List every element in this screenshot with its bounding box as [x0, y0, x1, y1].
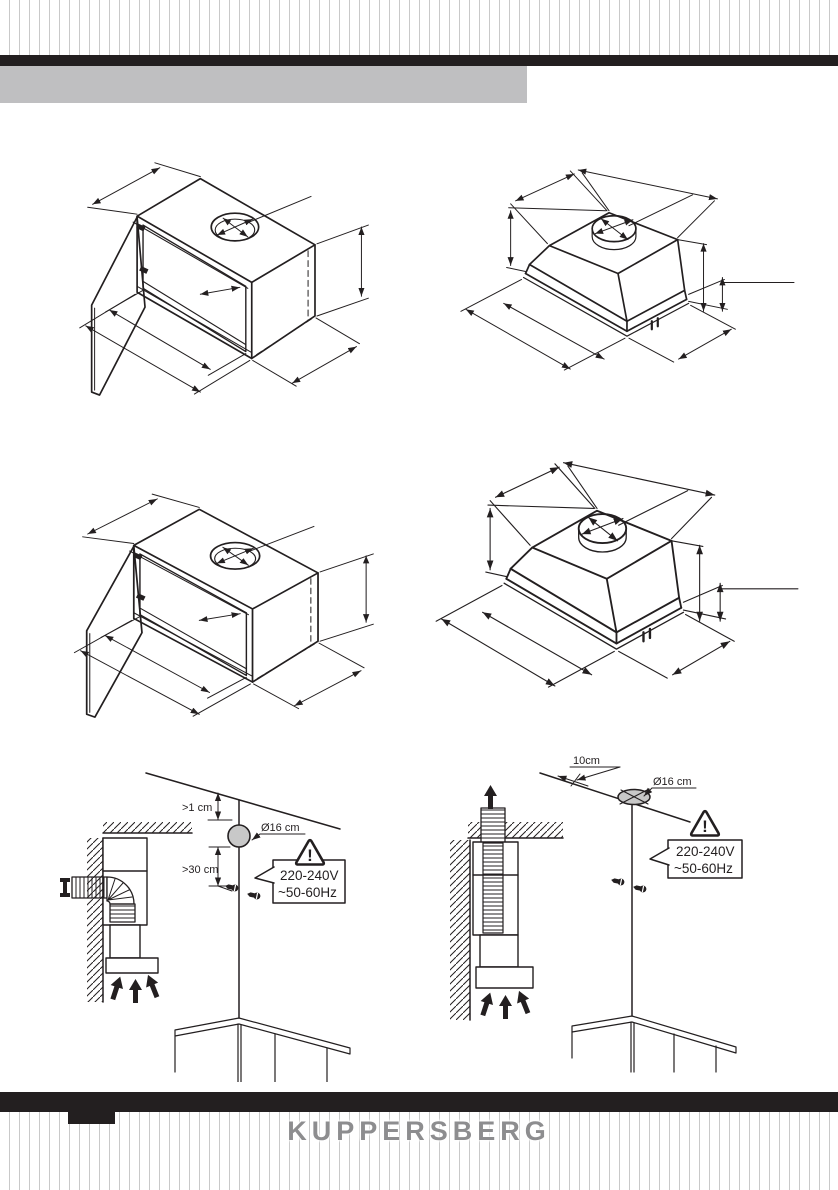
airflow-arrows: [477, 988, 534, 1019]
vent-hole: [228, 825, 250, 847]
exhaust-up-arrow: [484, 785, 497, 809]
cabinet-cutout-drawing-top: [62, 146, 398, 398]
ceiling-hatching: [468, 822, 481, 838]
top-black-bar: [0, 55, 838, 66]
ceiling-hatching: [505, 822, 563, 838]
power-voltage-label: 220-240V: [280, 868, 339, 883]
power-voltage-label: 220-240V: [676, 844, 735, 859]
warning-mark: !: [307, 846, 313, 865]
bottom-black-bar: [0, 1092, 838, 1112]
ceiling-offset-label: 10cm: [573, 755, 600, 767]
installation-diagram-rear-vent: [58, 752, 403, 1082]
ceiling-hatching: [103, 822, 192, 833]
ceiling-slope-line: [146, 773, 340, 829]
top-clearance-label: >1 cm: [182, 802, 213, 814]
installation-diagram-top-vent: [428, 740, 808, 1080]
ceiling-offset-dim: [558, 767, 620, 786]
warning-mark: !: [702, 817, 708, 836]
airflow-arrows: [107, 972, 163, 1003]
screw-icon: [246, 891, 261, 900]
internal-duct: [483, 843, 503, 933]
power-frequency-label: ~50-60Hz: [278, 885, 337, 900]
wall-hatching: [450, 840, 470, 1020]
cabinet-cutout-drawing-bottom: [56, 478, 404, 720]
bubble-pointer: [650, 848, 669, 865]
wall-hatching: [87, 838, 103, 1002]
hole-diameter-label: Ø16 cm: [653, 776, 692, 788]
hood-dimensions-drawing-bottom: [421, 456, 799, 696]
hole-diameter-label: Ø16 cm: [261, 822, 300, 834]
worktop: [175, 1018, 350, 1082]
header-gray-bar: [0, 66, 527, 103]
power-frequency-label: ~50-60Hz: [674, 861, 733, 876]
screw-icon: [632, 884, 647, 893]
bottom-clearance-label: >30 cm: [182, 864, 219, 876]
hood-dimensions-drawing-top: [447, 164, 795, 378]
worktop: [572, 1016, 736, 1072]
screw-icon: [610, 877, 625, 886]
exhaust-outlet-icon: [60, 878, 70, 897]
brand-wordmark: KUPPERSBERG: [287, 1116, 551, 1146]
top-stripe-band: [0, 0, 838, 55]
bubble-pointer: [255, 867, 274, 883]
